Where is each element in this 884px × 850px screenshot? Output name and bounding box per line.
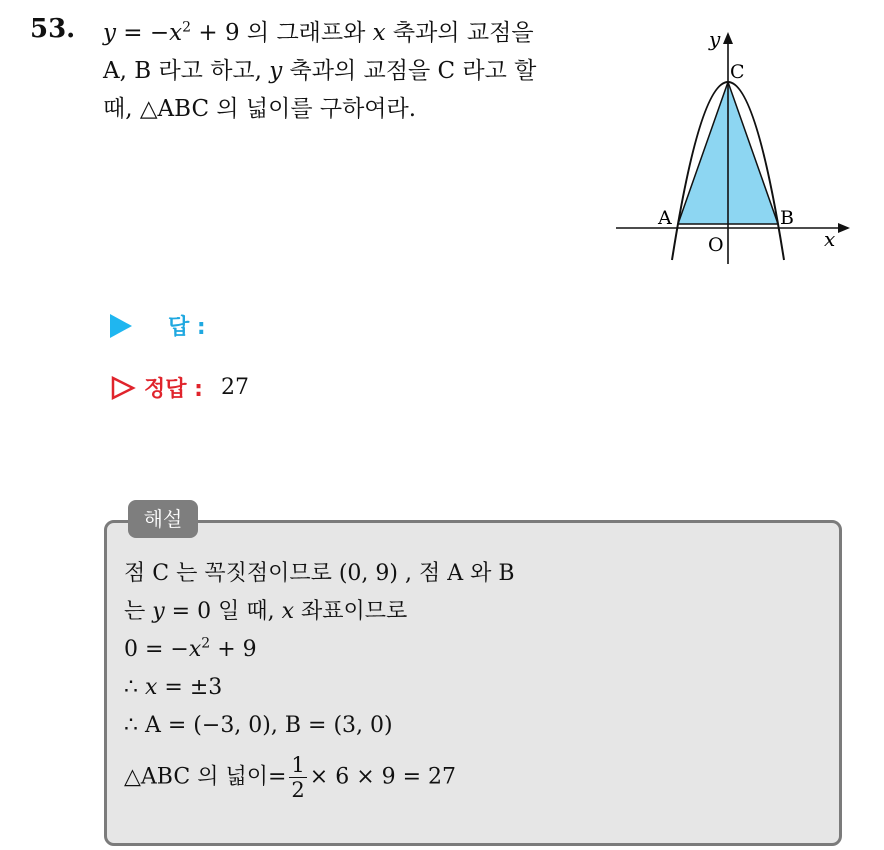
exponent: 2 <box>182 19 192 36</box>
correct-answer-value: 27 <box>220 375 249 400</box>
parabola-figure <box>610 24 860 269</box>
var-x: x <box>145 675 158 700</box>
text-seg: × 6 × 9 = 27 <box>309 764 457 790</box>
solution-line-2 <box>124 593 515 631</box>
text-seg: A, B 라고 하고, <box>103 58 270 84</box>
y-axis-label: y <box>709 27 721 51</box>
solution-line-3 <box>124 631 515 669</box>
text-seg: 0 = − <box>124 637 189 662</box>
var-x: x <box>188 637 202 662</box>
point-label-b: B <box>780 207 794 229</box>
var-x: x <box>169 20 183 46</box>
fraction-numerator: 1 <box>291 753 305 777</box>
therefore-symbol: ∴ <box>124 675 145 700</box>
solution-line-6 <box>124 753 515 802</box>
solution-tag: 해설 <box>128 500 198 538</box>
triangle-outline-icon <box>110 375 136 401</box>
var-y: y <box>269 58 283 84</box>
var-y: y <box>152 599 165 624</box>
text-seg: 축과의 교점을 <box>385 20 534 46</box>
x-axis-label: x <box>824 227 836 251</box>
solution-body <box>124 555 515 802</box>
question-text <box>103 14 593 128</box>
question-line-3: 때, △ABC 의 넓이를 구하여라. <box>103 96 417 122</box>
question-line-1 <box>103 14 593 52</box>
text-seg: = ±3 <box>157 675 223 700</box>
origin-label: O <box>708 234 724 256</box>
exponent: 2 <box>201 635 211 652</box>
text-seg: = 0 일 때, <box>164 599 282 624</box>
text-seg: 는 <box>124 599 153 624</box>
point-label-a: A <box>658 207 672 229</box>
solution-line-1: 점 C 는 꼭짓점이므로 (0, 9) , 점 A 와 B <box>124 561 515 586</box>
answer-label: 답 : <box>168 315 206 340</box>
y-axis-arrow <box>723 32 733 44</box>
solution-line-4 <box>124 669 515 707</box>
correct-answer-row <box>110 372 249 403</box>
question-line-2 <box>103 52 593 90</box>
x-axis-arrow <box>838 223 850 233</box>
answer-row <box>110 310 206 341</box>
text-seg: △ABC 의 넓이= <box>124 764 287 790</box>
var-x: x <box>372 20 386 46</box>
text-seg: + 9 <box>210 637 257 662</box>
text-seg: + 9 의 그래프와 <box>191 20 373 46</box>
play-triangle-icon <box>110 314 132 338</box>
var-y: y <box>103 20 116 46</box>
question-number: 53. <box>30 14 76 44</box>
text-seg: 좌표이므로 <box>294 599 408 624</box>
fraction-denominator: 2 <box>291 778 305 802</box>
text-seg: = − <box>116 20 170 46</box>
text-seg: 축과의 교점을 C 라고 할 <box>282 58 537 84</box>
point-label-c: C <box>730 61 745 83</box>
var-x: x <box>281 599 295 624</box>
fraction-one-half <box>289 753 306 802</box>
correct-answer-label: 정답 : <box>144 377 203 402</box>
solution-line-5: ∴ A = (−3, 0), B = (3, 0) <box>124 713 393 738</box>
